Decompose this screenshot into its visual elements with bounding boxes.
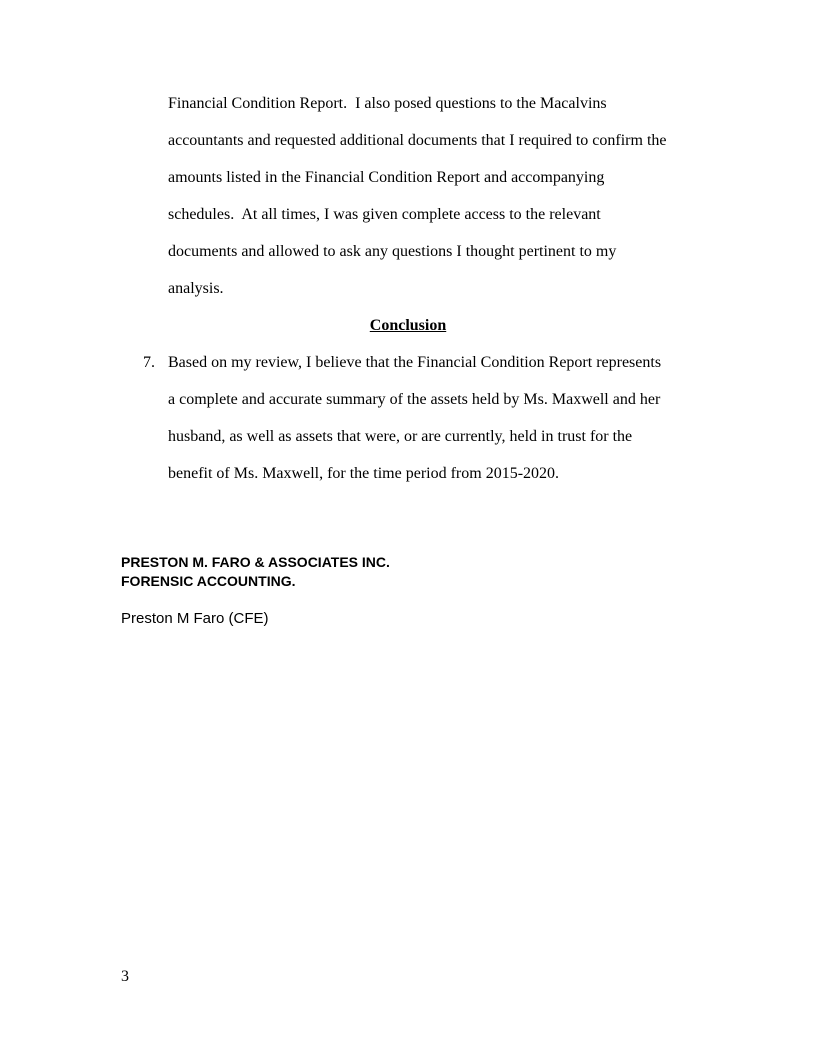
item-line: a complete and accurate summary of the assets held by Ms. Maxwell and her [168,391,661,408]
paragraph-line: amounts listed in the Financial Condition Report and accompanying [168,169,605,186]
item-line: husband, as well as assets that were, or are currently, held in trust for the [168,428,633,445]
conclusion-heading-text: Conclusion [369,317,447,334]
item-number: 7. [143,354,155,371]
paragraph-line: accountants and requested additional documents that I required to confirm the [168,132,667,149]
page-number: 3 [121,968,129,985]
paragraph-line: documents and allowed to ask any questions I thought pertinent to my [168,243,617,260]
signature-block [121,553,390,628]
company-department: FORENSIC ACCOUNTING. [121,573,296,589]
numbered-item-7 [143,344,728,492]
paragraph-line: Financial Condition Report. I also posed questions to the Macalvins [168,95,607,112]
paragraph-continuation [168,85,728,307]
signer-name: Preston M Faro (CFE) [121,610,269,627]
paragraph-line: schedules. At all times, I was given complete access to the relevant [168,206,601,223]
company-name: PRESTON M. FARO & ASSOCIATES INC. [121,554,390,570]
item-line: Based on my review, I believe that the Financial Condition Report represents [168,354,662,371]
conclusion-heading [0,307,816,344]
paragraph-line: analysis. [168,280,224,297]
item-line: benefit of Ms. Maxwell, for the time period from 2015-2020. [168,465,560,482]
